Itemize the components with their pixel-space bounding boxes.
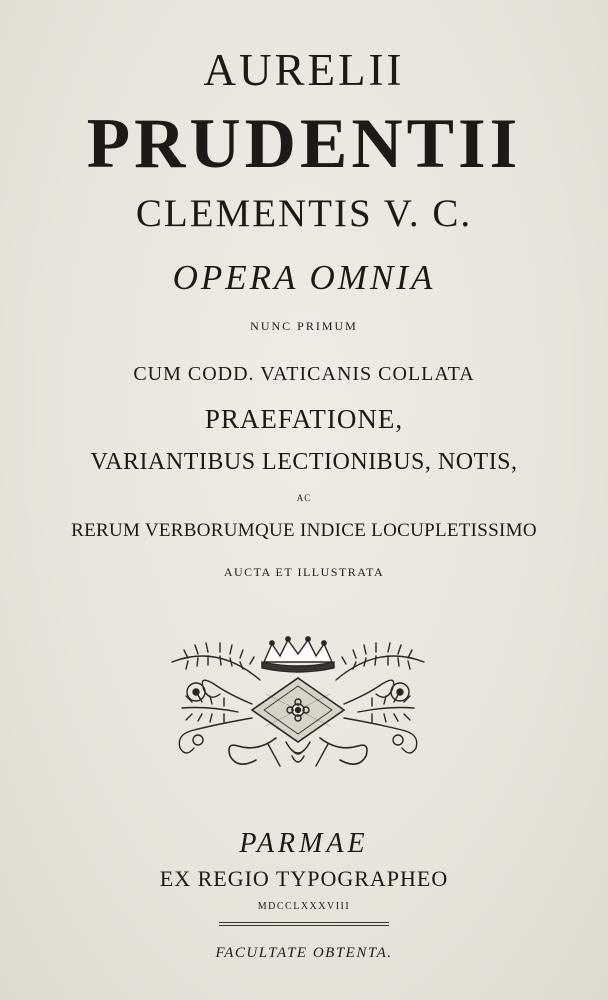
author-first-name: AURELII [203,45,405,95]
double-rule-bottom [219,925,389,926]
subtitle-ac: AC [296,493,312,503]
crown-shield-foliage-ornament-icon [168,634,428,774]
imprint-printer: EX REGIO TYPOGRAPHEO [159,866,449,891]
imprint-place: PARMAE [239,828,369,859]
work-title: OPERA OMNIA [172,258,436,297]
double-rule-top [219,922,389,923]
subtitle-nunc-primum: NUNC PRIMUM [250,319,358,333]
subtitle-variantibus: VARIANTIBUS LECTIONIBUS, NOTIS, [90,449,518,475]
imprint-permission: FACULTATE OBTENTA. [215,945,393,961]
imprint-year: MDCCLXXXVIII [257,901,351,912]
subtitle-praefatione: PRAEFATIONE, [204,404,404,434]
author-name: PRUDENTII [86,105,522,183]
subtitle-indice: RERUM VERBORUMQUE INDICE LOCUPLETISSIMO [71,520,537,541]
author-title: CLEMENTIS V. C. [135,192,473,235]
subtitle-aucta: AUCTA ET ILLUSTRATA [223,565,385,579]
subtitle-codices: CUM CODD. VATICANIS COLLATA [133,363,475,385]
